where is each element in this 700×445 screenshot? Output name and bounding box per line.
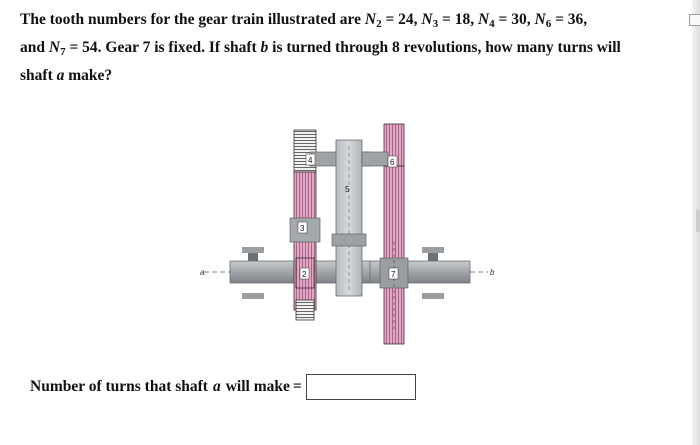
answer-input[interactable] (306, 374, 416, 400)
svg-text:5: 5 (345, 185, 350, 194)
gear-label-7 (389, 268, 398, 279)
svg-text:2: 2 (302, 270, 307, 279)
gear-6-teeth: $N_6 = 36$, (534, 11, 588, 30)
answer-row (30, 374, 416, 400)
right-edge-tab[interactable] (689, 14, 700, 26)
gear-4-teeth: $N_4 = 30$, (477, 11, 531, 30)
question-line1-prefix: The tooth numbers for the gear train illustrated are (20, 11, 361, 28)
gear-label-4 (306, 154, 315, 165)
shaft-b-label: b (260, 39, 269, 56)
gear-3-teeth: $N_3 = 18$, (421, 11, 475, 30)
gear-label-3 (298, 222, 307, 233)
gear-label-6 (388, 156, 397, 167)
gear-2-teeth: $N_2 = 24$, (364, 11, 418, 30)
bearing-left-lower (242, 293, 264, 299)
shaft-a-label: a (56, 67, 65, 84)
answer-label-prefix: Number of turns that shaft (30, 378, 208, 395)
svg-text:4: 4 (308, 156, 313, 165)
shaft-b-figure-label: b (490, 268, 495, 277)
answer-shaft-label: a (212, 378, 221, 395)
question-line-2: and $N_7 = 54$. Gear 7 is fixed. If shaft b is turned through 8 revolutions, how many turns will (20, 39, 621, 58)
right-edge-scroll-marker (696, 210, 700, 232)
question-line-1 (20, 6, 685, 34)
gear-label-2 (300, 268, 309, 279)
shaft-a-figure-label: a (200, 268, 205, 277)
svg-text:6: 6 (390, 158, 395, 167)
bearing-right-lower (422, 293, 444, 299)
answer-label-suffix: will make (225, 378, 290, 395)
svg-text:7: 7 (391, 270, 396, 279)
answer-equals: = (292, 378, 302, 395)
question-line-3: shaft a make? (20, 67, 113, 84)
svg-text:3: 3 (300, 224, 305, 233)
question-text (20, 6, 685, 90)
gear-label-5 (345, 185, 350, 194)
gear-train-diagram (200, 122, 500, 352)
gear-7-teeth: $N_7 = 54$. Gear 7 is fixed. If shaft (48, 39, 257, 58)
